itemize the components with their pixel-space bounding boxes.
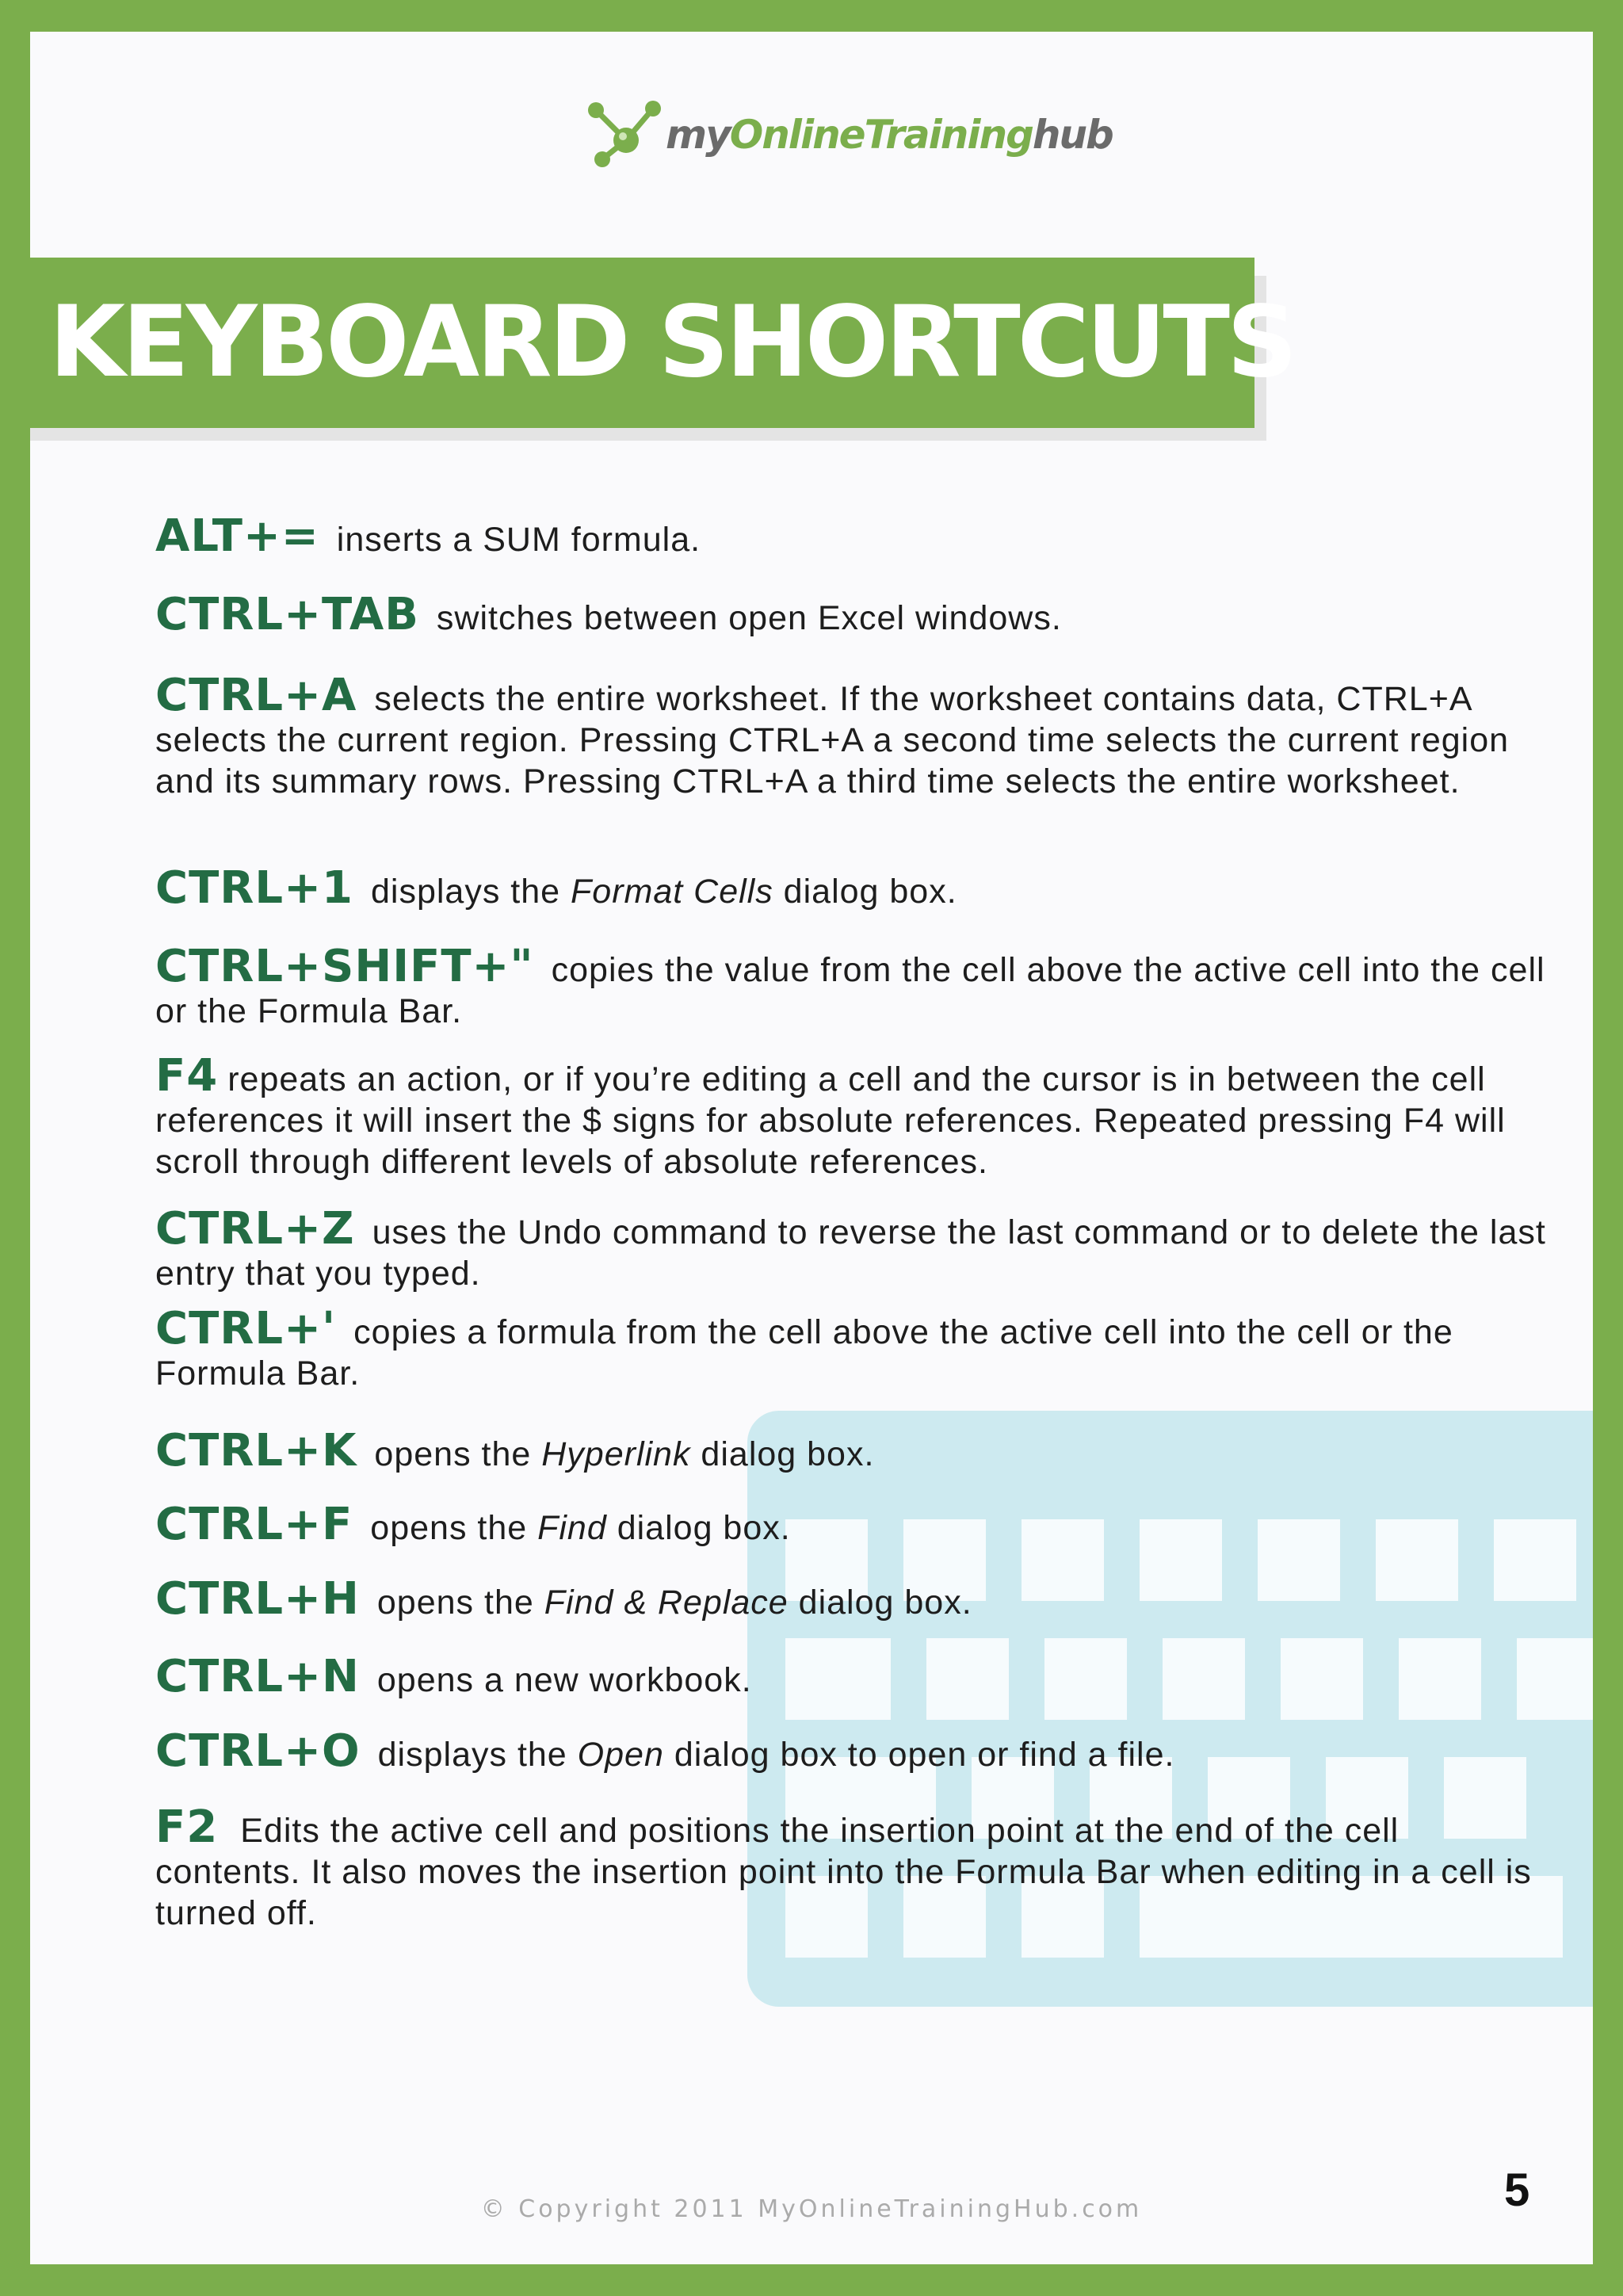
shortcut-item bbox=[155, 862, 1550, 914]
shortcut-description-end: dialog box. bbox=[788, 1584, 972, 1622]
shortcut-description-end: dialog box to open or find a file. bbox=[663, 1736, 1175, 1774]
shortcut-item bbox=[155, 510, 1550, 562]
shortcut-description-emphasis: Find bbox=[537, 1509, 607, 1547]
shortcut-description: copies a formula from the cell above the active cell into the cell or the Formula Bar. bbox=[155, 1313, 1453, 1392]
shortcut-item bbox=[155, 1573, 1550, 1625]
shortcut-item bbox=[155, 589, 1550, 640]
shortcut-key: CTRL+SHIFT+" bbox=[155, 941, 534, 992]
logo-word-hub: hub bbox=[1032, 112, 1113, 158]
page-number: 5 bbox=[1504, 2164, 1530, 2216]
shortcut-item bbox=[155, 1651, 1550, 1702]
shortcut-description: opens a new workbook. bbox=[376, 1661, 752, 1699]
shortcut-key: CTRL+F bbox=[155, 1499, 353, 1550]
shortcut-item bbox=[155, 941, 1550, 1032]
shortcut-description: switches between open Excel windows. bbox=[436, 599, 1062, 637]
shortcut-item bbox=[155, 1801, 1550, 1934]
shortcut-description-emphasis: Find & Replace bbox=[544, 1584, 789, 1622]
title-banner bbox=[30, 258, 1295, 428]
shortcut-key: CTRL+A bbox=[155, 670, 357, 721]
shortcut-key: F2 bbox=[155, 1801, 219, 1853]
shortcut-description-emphasis: Hyperlink bbox=[541, 1435, 691, 1473]
shortcut-key: CTRL+1 bbox=[155, 862, 353, 914]
logo-word-onlinetraining: OnlineTraining bbox=[729, 112, 1033, 158]
logo-word-my: my bbox=[666, 112, 730, 158]
shortcut-item bbox=[155, 670, 1550, 802]
shortcut-description: displays the bbox=[371, 873, 571, 911]
shortcut-item bbox=[155, 1203, 1550, 1294]
shortcut-item bbox=[155, 1050, 1550, 1182]
document-page bbox=[30, 32, 1593, 2264]
shortcut-key: CTRL+' bbox=[155, 1303, 337, 1354]
shortcut-description-end: dialog box. bbox=[773, 873, 957, 911]
shortcut-description: displays the bbox=[377, 1736, 578, 1774]
shortcut-key: CTRL+Z bbox=[155, 1203, 355, 1255]
shortcut-item bbox=[155, 1425, 1550, 1477]
shortcut-description-end: dialog box. bbox=[690, 1435, 875, 1473]
shortcut-description: opens the bbox=[376, 1584, 544, 1622]
shortcut-item bbox=[155, 1499, 1550, 1550]
shortcut-description: inserts a SUM formula. bbox=[336, 521, 701, 559]
shortcut-item bbox=[155, 1725, 1550, 1777]
shortcut-description: repeats an action, or if you’re editing a cell and the cursor is in between the cell references it will insert the $ signs for absolute references. Repeated pressing F4 will scroll through different levels of absolute references. bbox=[155, 1060, 1506, 1181]
shortcut-description: selects the entire worksheet. If the worksheet contains data, CTRL+A selects the current region. Pressing CTRL+A a second time selects the current region and its summary rows. Pressing CTRL+A a third time selects the entire worksheet. bbox=[155, 680, 1510, 800]
page-title: KEYBOARD SHORTCUTS bbox=[49, 285, 1295, 399]
shortcut-key: CTRL+TAB bbox=[155, 589, 419, 640]
copyright-footer: © Copyright 2011 MyOnlineTrainingHub.com bbox=[480, 2195, 1143, 2223]
shortcut-key: ALT+= bbox=[155, 510, 319, 562]
shortcut-item bbox=[155, 1303, 1550, 1394]
shortcut-description: opens the bbox=[370, 1509, 538, 1547]
shortcut-description-emphasis: Format Cells bbox=[571, 873, 773, 911]
shortcut-key: CTRL+K bbox=[155, 1425, 357, 1477]
shortcut-description-end: dialog box. bbox=[606, 1509, 791, 1547]
logo-wordmark bbox=[666, 112, 1113, 158]
shortcut-key: CTRL+N bbox=[155, 1651, 360, 1702]
shortcut-description: opens the bbox=[374, 1435, 542, 1473]
shortcut-description: uses the Undo command to reverse the last command or to delete the last entry that you typed. bbox=[155, 1213, 1546, 1293]
shortcut-key: CTRL+H bbox=[155, 1573, 360, 1625]
shortcut-key: CTRL+O bbox=[155, 1725, 361, 1777]
shortcut-key: F4 bbox=[155, 1050, 219, 1102]
shortcut-description: copies the value from the cell above the active cell into the cell or the Formula Bar. bbox=[155, 951, 1545, 1030]
shortcut-description-emphasis: Open bbox=[577, 1736, 664, 1774]
molecule-logo-icon bbox=[585, 99, 674, 170]
shortcut-description: Edits the active cell and positions the insertion point at the end of the cell contents. It also moves the insertion point into the Formula Bar when editing in a cell is turned off. bbox=[155, 1812, 1532, 1932]
brand-logo bbox=[585, 95, 1113, 174]
